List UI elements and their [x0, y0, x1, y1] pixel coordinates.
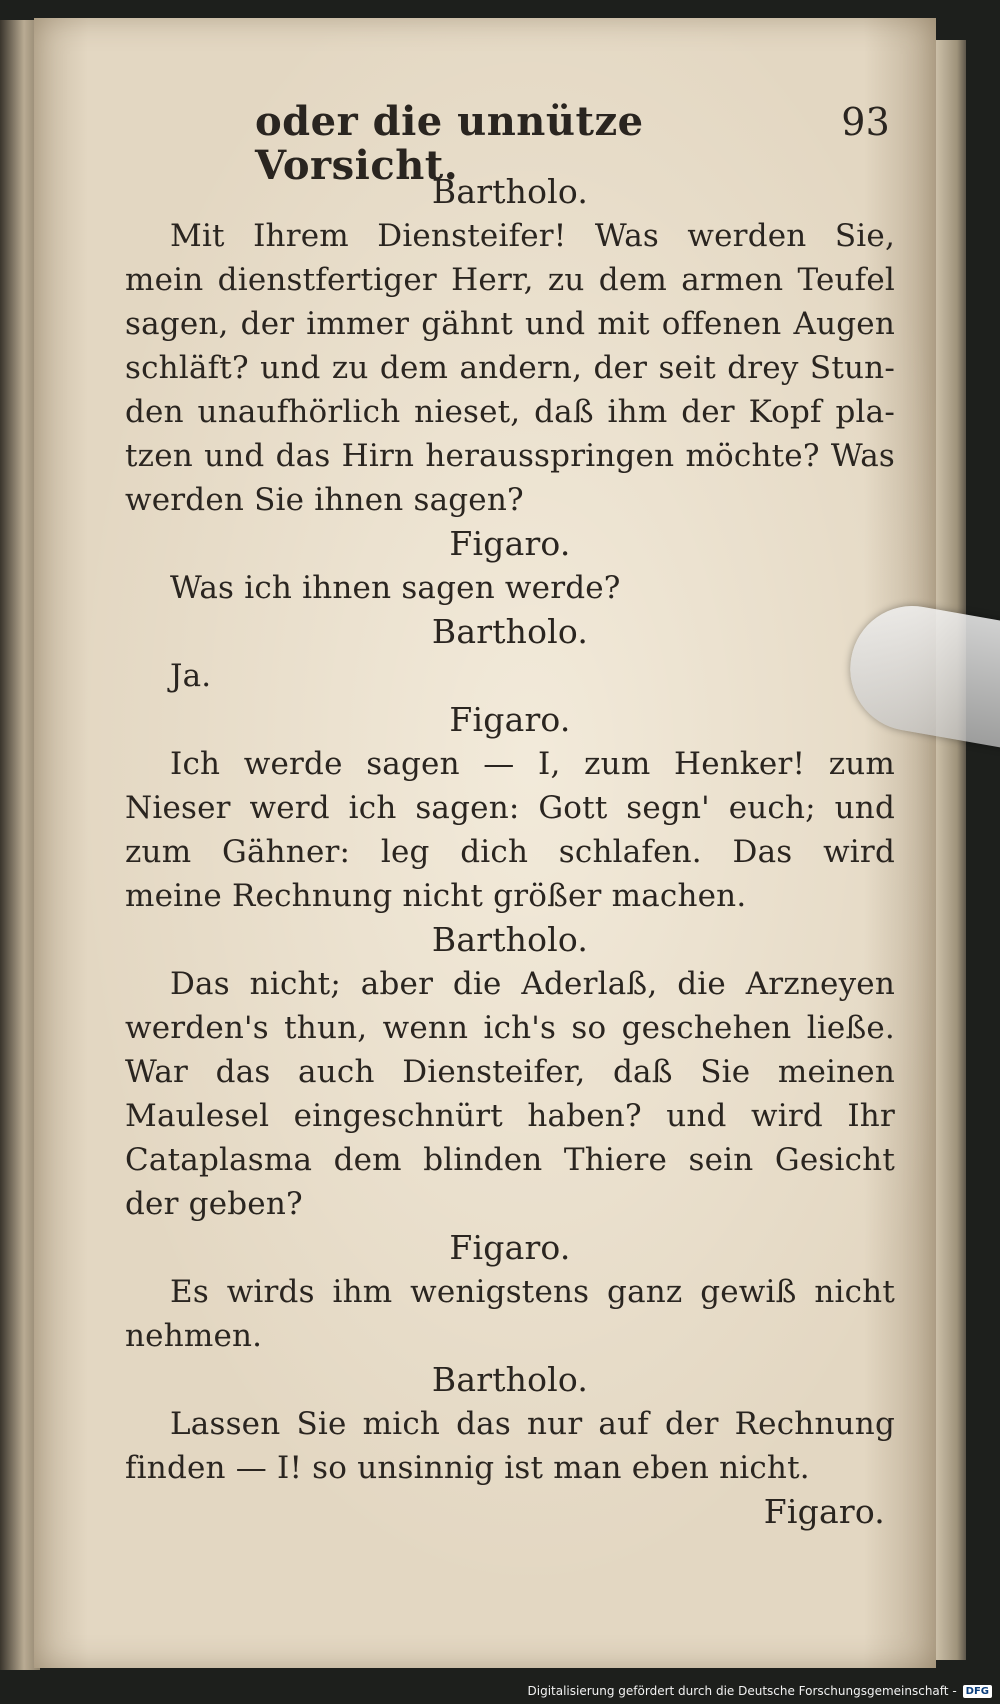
page-header [255, 98, 895, 189]
text-line: tzen und das Hirn herausspringen möchte? Was [125, 438, 895, 474]
running-head: oder die unnütze Vorsicht. [255, 98, 644, 189]
dfg-logo: DFG [963, 1685, 992, 1698]
text-line: Lassen Sie mich das nur auf der Rechnung [170, 1406, 895, 1442]
book-right-edge [936, 40, 966, 1660]
text-line: Ja. [170, 658, 212, 694]
text-line: sagen, der immer gähnt und mit offenen Augen [125, 306, 895, 342]
page-number: 93 [841, 100, 890, 144]
text-line: Ich werde sagen — I, zum Henker! zum [170, 746, 895, 782]
text-line: finden — I! so unsinnig ist man eben nicht. [125, 1450, 810, 1486]
text-line: schläft? und zu dem andern, der seit drey Stun- [125, 350, 895, 386]
text-line: nehmen. [125, 1318, 263, 1354]
speaker-name: Figaro. [449, 524, 571, 563]
speaker-name: Bartholo. [431, 612, 589, 651]
text-line: Cataplasma dem blinden Thiere sein Gesicht [125, 1142, 895, 1178]
text-line: Was ich ihnen sagen werde? [170, 570, 621, 606]
page-text [125, 100, 895, 1534]
speaker-name: Figaro. [763, 1492, 885, 1531]
speaker-name: Figaro. [449, 700, 571, 739]
speaker-name: Bartholo. [431, 920, 589, 959]
text-line: der geben? [125, 1186, 303, 1222]
text-line: werden's thun, wenn ich's so geschehen ließe. [125, 1010, 895, 1046]
speaker-name: Bartholo. [431, 172, 589, 211]
text-line: den unaufhörlich nieset, daß ihm der Kopf pla- [125, 394, 895, 430]
text-line: War das auch Diensteifer, daß Sie meinen [125, 1054, 895, 1090]
speaker-name: Bartholo. [431, 1360, 589, 1399]
footer-credit [528, 1684, 993, 1698]
text-line: Nieser werd ich sagen: Gott segn' euch; und [125, 790, 895, 826]
text-line: meine Rechnung nicht größer machen. [125, 878, 747, 914]
credit-text: Digitalisierung gefördert durch die Deutsche Forschungsgemeinschaft - [527, 1684, 957, 1698]
text-line: Es wirds ihm wenigstens ganz gewiß nicht [170, 1274, 895, 1310]
text-line: Das nicht; aber die Aderlaß, die Arzneyen [170, 966, 895, 1002]
text-line: werden Sie ihnen sagen? [125, 482, 524, 518]
speaker-name: Figaro. [449, 1228, 571, 1267]
text-line: mein dienstfertiger Herr, zu dem armen Teufel [125, 262, 895, 298]
text-line: Mit Ihrem Diensteifer! Was werden Sie, [170, 218, 895, 254]
text-line: zum Gähner: leg dich schlafen. Das wird [125, 834, 895, 870]
text-line: Maulesel eingeschnürt haben? und wird Ihr [125, 1098, 895, 1134]
